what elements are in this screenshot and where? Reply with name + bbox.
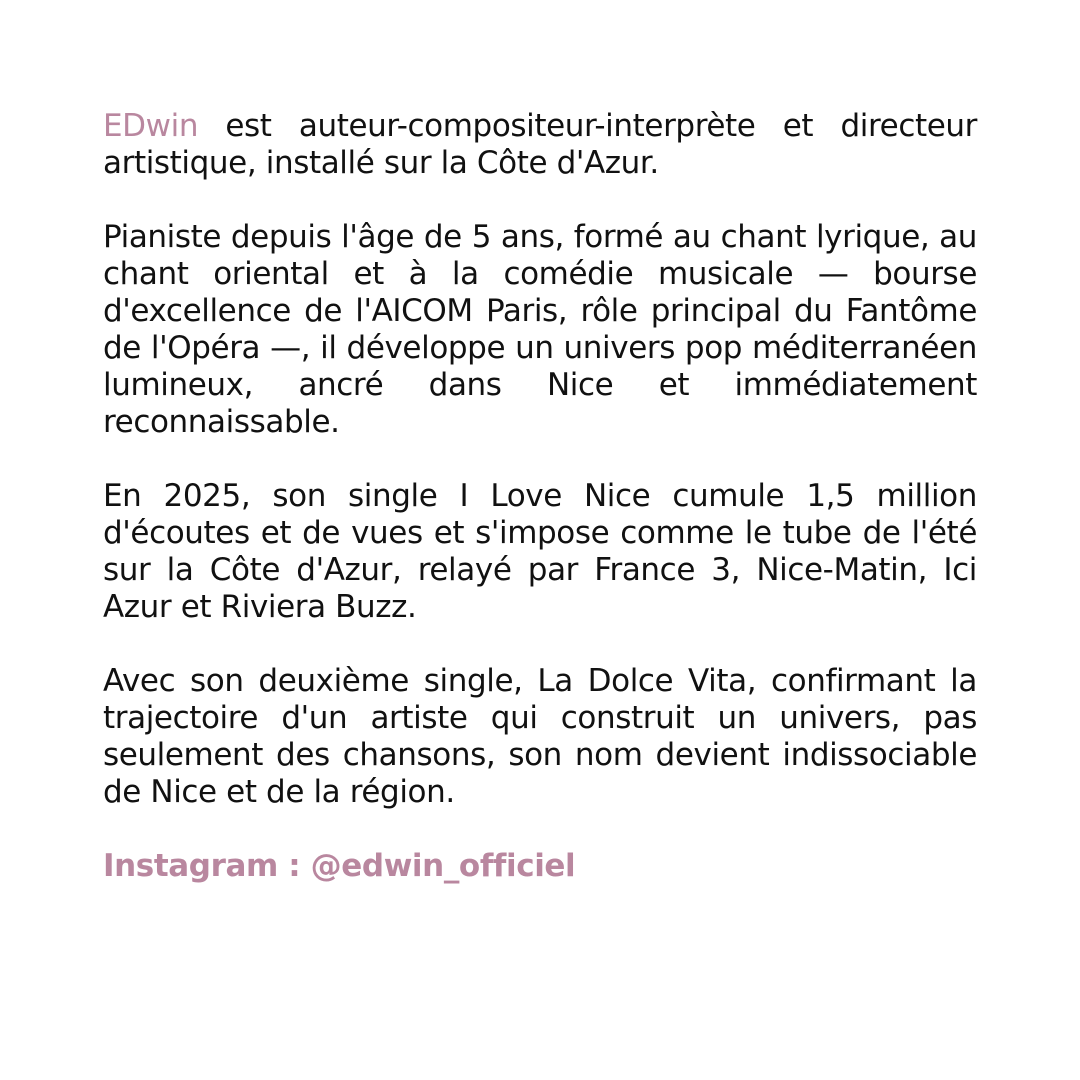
bio-paragraph-intro xyxy=(103,108,977,182)
bio-paragraph-success: En 2025, son single I Love Nice cumule 1,5 million d'écoutes et de vues et s'impose comme le tube de l'été sur la Côte d'Azur, relayé par France 3, Nice-Matin, Ici Azur et Riviera Buzz. xyxy=(103,478,977,625)
bio-paragraph-second-single: Avec son deuxième single, La Dolce Vita, confirmant la trajectoire d'un artiste qui construit un univers, pas seulement des chansons, son nom devient indissociable de Nice et de la région. xyxy=(103,663,977,810)
bio-paragraph-training: Pianiste depuis l'âge de 5 ans, formé au chant lyrique, au chant oriental et à la comédie musicale — bourse d'excellence de l'AICOM Paris, rôle principal du Fantôme de l'Opéra —, il développe un univers pop méditerranéen lumineux, ancré dans Nice et immédiatement reconnaissable. xyxy=(103,219,977,440)
instagram-handle[interactable]: Instagram : @edwin_officiel xyxy=(103,848,576,884)
artist-name: EDwin xyxy=(103,108,199,144)
bio-text-block xyxy=(103,108,977,922)
intro-text: est auteur-compositeur-interprète et directeur artistique, installé sur la Côte d'Azur. xyxy=(103,108,977,181)
